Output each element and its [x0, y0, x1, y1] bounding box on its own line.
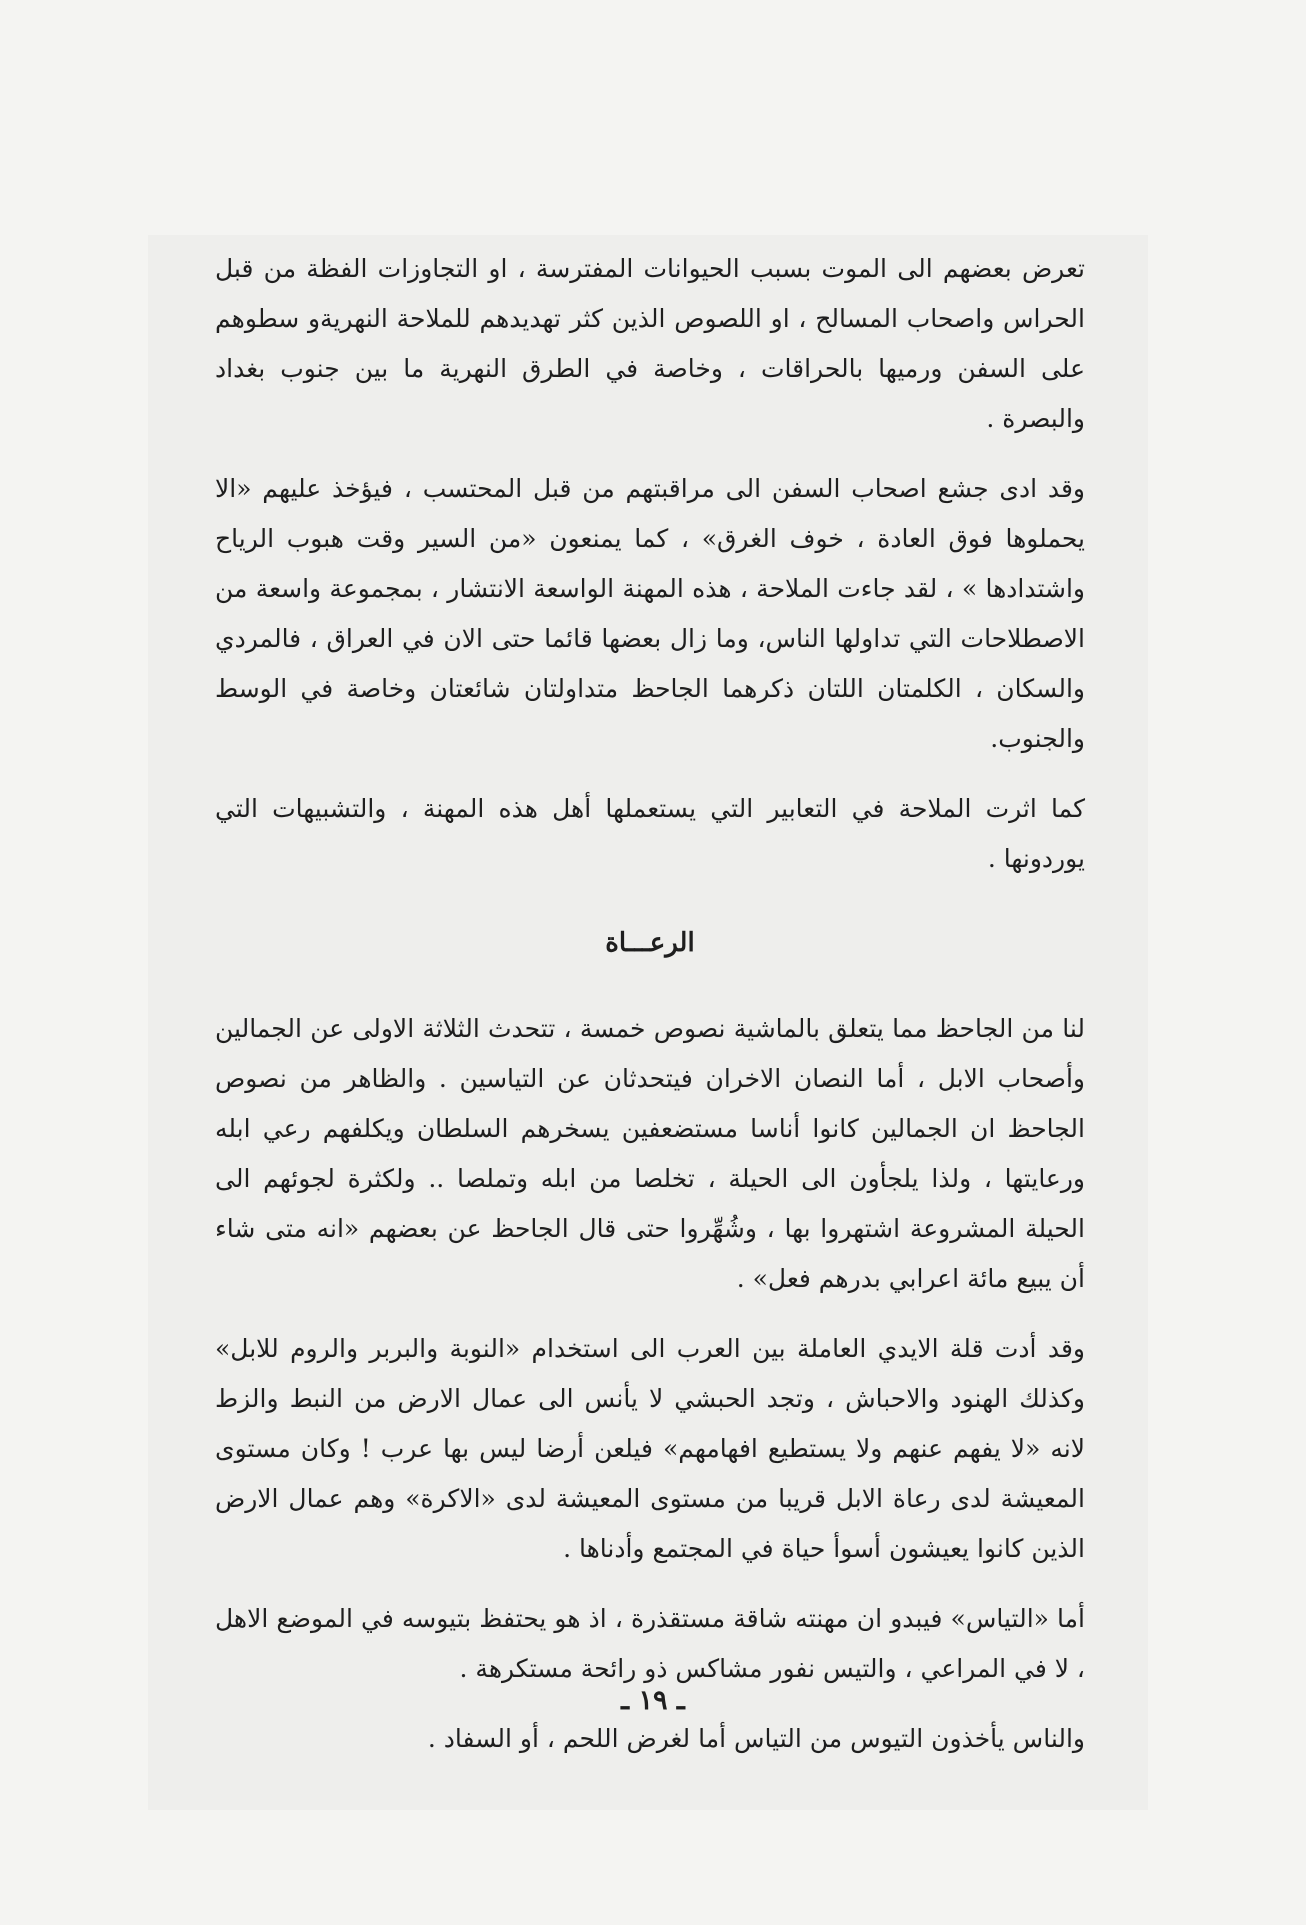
paragraph: أما «التياس» فيبدو ان مهنته شاقة مستقذرة ، اذ هو يحتفظ بتيوسه في الموضع الاهل ، لا في المراعي ، والتيس نفور مشاكس ذو رائحة مستكرهة .	[215, 1604, 1085, 1683]
page-number: ـ ١٩ ـ	[621, 1685, 685, 1716]
paragraph: لنا من الجاحظ مما يتعلق بالماشية نصوص خمسة ، تتحدث الثلاثة الاولى عن الجمالين وأصحاب الابل ، أما النصان الاخران فيتحدثان عن التياسين . والظاهر من نصوص الجاحظ ان الجمالين كانوا أناسا مستضعفين يسخرهم السلطان ويكلفهم رعي ابله ورعايتها ، ولذا يلجأون الى الحيلة ، تخلصا من ابله وتملصا .. ولكثرة لجوئهم الى الحيلة المشروعة اشتهروا بها ، وشُهِّروا حتى قال الجاحظ عن بعضهم «انه متى شاء أن يبيع مائة اعرابي بدرهم فعل» .	[215, 1014, 1085, 1293]
paragraph: والناس يأخذون التيوس من التياس أما لغرض اللحم ، أو السفاد .	[427, 1724, 1085, 1753]
page-text	[215, 244, 1085, 1784]
paragraph: وقد ادى جشع اصحاب السفن الى مراقبتهم من قبل المحتسب ، فيؤخذ عليهم «الا يحملوها فوق العادة ، خوف الغرق» ، كما يمنعون «من السير وقت هبوب الرياح واشتدادها » ، لقد جاءت الملاحة ، هذه المهنة الواسعة الانتشار ، بمجموعة واسعة من الاصطلاحات التي تداولها الناس، وما زال بعضها قائما حتى الان في العراق ، فالمردي والسكان ، الكلمتان اللتان ذكرهما الجاحظ متداولتان شائعتان وخاصة في الوسط والجنوب.	[215, 474, 1085, 753]
paragraph: تعرض بعضهم الى الموت بسبب الحيوانات المفترسة ، او التجاوزات الفظة من قبل الحراس واصحاب المسالح ، او اللصوص الذين كثر تهديدهم للملاحة النهريةو سطوهم على السفن ورميها بالحراقات ، وخاصة في الطرق النهرية ما بين جنوب بغداد والبصرة .	[215, 254, 1085, 433]
paragraph: وقد أدت قلة الايدي العاملة بين العرب الى استخدام «النوبة والبربر والروم للابل» وكذلك الهنود والاحباش ، وتجد الحبشي لا يأنس الى عمال الارض من النبط والزط لانه «لا يفهم عنهم ولا يستطيع افهامهم» فيلعن أرضا ليس بها عرب ! وكان مستوى المعيشة لدى رعاة الابل قريبا من مستوى المعيشة لدى «الاكرة» وهم عمال الارض الذين كانوا يعيشون أسوأ حياة في المجتمع وأدناها .	[215, 1334, 1085, 1563]
section-heading: الرعـــاة	[605, 928, 695, 958]
paragraph: كما اثرت الملاحة في التعابير التي يستعملها أهل هذه المهنة ، والتشبيهات التي يوردونها .	[215, 794, 1085, 873]
